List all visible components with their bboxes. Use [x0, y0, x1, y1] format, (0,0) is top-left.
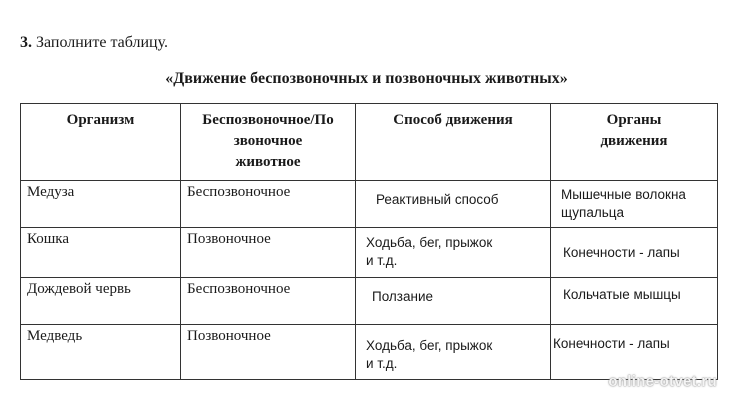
- cell-organism: Кошка: [21, 228, 181, 278]
- cell-movement: Реактивный способ: [356, 181, 551, 228]
- table-row: [21, 278, 718, 325]
- cell-organs: Мышечные волокна щупальца: [551, 181, 718, 228]
- table-title: «Движение беспозвоночных и позвоночных животных»: [165, 70, 568, 87]
- cell-movement: Ходьба, бег, прыжок и т.д.: [356, 325, 551, 380]
- cell-type: Позвоночное: [181, 325, 356, 380]
- task-text: Заполните таблицу.: [36, 34, 168, 51]
- task-number: 3.: [20, 34, 32, 51]
- cell-organs: Кольчатые мышцы: [551, 278, 718, 325]
- task-heading: [20, 34, 168, 52]
- header-movement: Способ движения: [356, 104, 551, 181]
- table-row: [21, 325, 718, 380]
- table-row: [21, 181, 718, 228]
- header-organism: Организм: [21, 104, 181, 181]
- watermark: online-otvet.ru: [608, 373, 717, 390]
- cell-organism: Дождевой червь: [21, 278, 181, 325]
- cell-movement: Ходьба, бег, прыжок и т.д.: [356, 228, 551, 278]
- answer-table: [20, 103, 718, 380]
- cell-organs: Конечности - лапы: [551, 228, 718, 278]
- cell-type: Беспозвоночное: [181, 278, 356, 325]
- cell-movement: Ползание: [356, 278, 551, 325]
- cell-type: Позвоночное: [181, 228, 356, 278]
- cell-organism: Медуза: [21, 181, 181, 228]
- header-organs: Органы движения: [551, 104, 718, 181]
- table-header-row: [21, 104, 718, 181]
- table-row: [21, 228, 718, 278]
- cell-organism: Медведь: [21, 325, 181, 380]
- cell-organs: Конечности - лапы: [551, 325, 718, 380]
- cell-type: Беспозвоночное: [181, 181, 356, 228]
- header-type: Беспозвоночное/По звоночное животное: [181, 104, 356, 181]
